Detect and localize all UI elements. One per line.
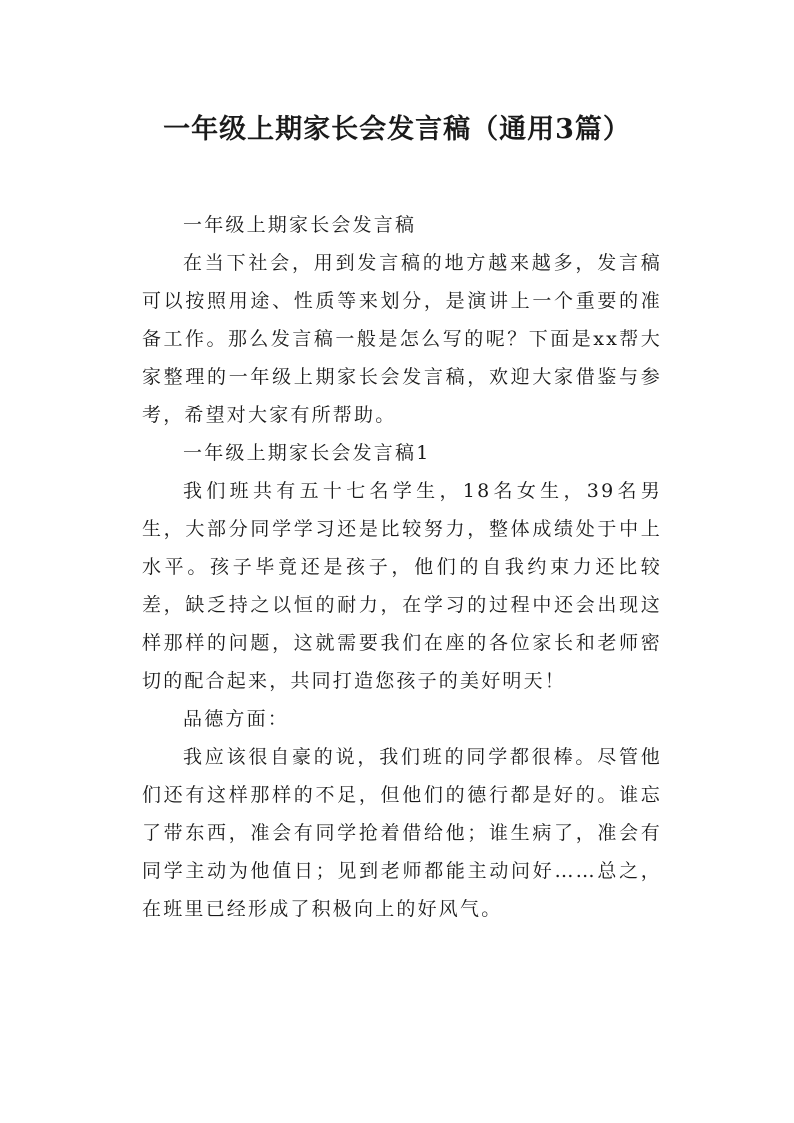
body-paragraph: 我应该很自豪的说，我们班的同学都很棒。尽管他们还有这样那样的不足，但他们的德行都是好的。谁忘了带东西，准会有同学抢着借给他；谁生病了，准会有同学主动为他值日；见到老师都能主动问好……总之，在班里已经形成了积极向上的好风气。 bbox=[142, 746, 662, 920]
document-body bbox=[142, 206, 662, 928]
section-heading: 一年级上期家长会发言稿 bbox=[183, 214, 417, 236]
subsection-heading: 品德方面： bbox=[183, 708, 290, 730]
body-paragraph: 我们班共有五十七名学生，18名女生，39名男生，大部分同学学习还是比较努力，整体成绩处于中上水平。孩子毕竟还是孩子，他们的自我约束力还比较差，缺乏持之以恒的耐力，在学习的过程中还会出现这样那样的问题，这就需要我们在座的各位家长和老师密切的配合起来，共同打造您孩子的美好明天！ bbox=[142, 480, 662, 692]
section-heading: 一年级上期家长会发言稿1 bbox=[183, 442, 431, 464]
intro-paragraph: 在当下社会，用到发言稿的地方越来越多，发言稿可以按照用途、性质等来划分，是演讲上一个重要的准备工作。那么发言稿一般是怎么写的呢？下面是xx帮大家整理的一年级上期家长会发言稿，欢迎大家借鉴与参考，希望对大家有所帮助。 bbox=[142, 252, 662, 426]
document-title: 一年级上期家长会发言稿（通用3篇） bbox=[163, 114, 631, 145]
